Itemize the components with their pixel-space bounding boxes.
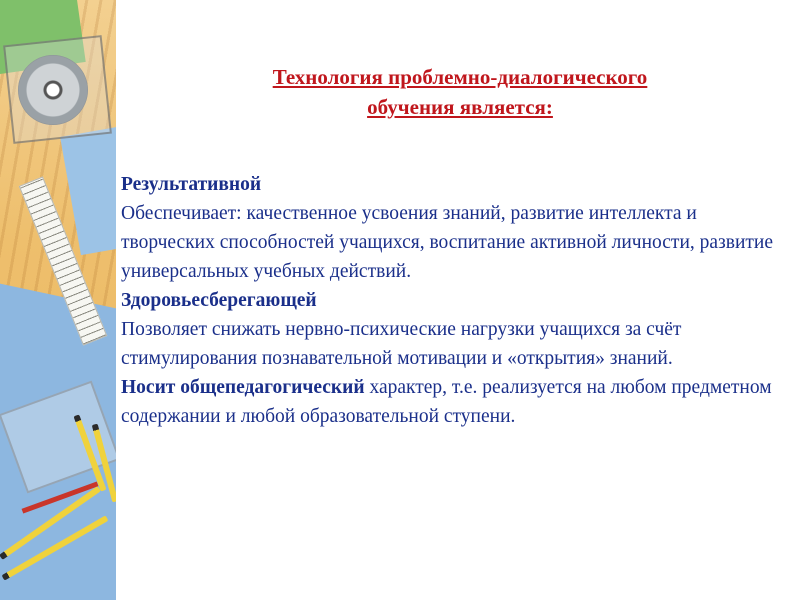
- closing-bold: Носит общепедагогический: [121, 377, 365, 398]
- section-heading: Результативной: [121, 174, 262, 195]
- title-line-2: обучения является:: [367, 95, 553, 119]
- cd-disk-icon: [18, 55, 88, 125]
- closing-rest: характер, т.е. реализуется на любом предметном содержании и любой образовательной ступени.: [121, 377, 772, 427]
- closing-paragraph: [121, 373, 791, 431]
- section-text: Позволяет снижать нервно-психические нагрузки учащихся за счёт стимулирования познавательной мотивации и «открытия» знаний.: [121, 319, 682, 369]
- slide-title: [125, 62, 795, 122]
- section-text: Обеспечивает: качественное усвоения знаний, развитие интеллекта и творческих способностей учащихся, воспитание активной личности, развитие универсальных учебных действий.: [121, 203, 773, 282]
- slide-body: [121, 170, 791, 431]
- decorative-desk-image: [0, 0, 116, 600]
- title-line-1: Технология проблемно-диалогического: [272, 65, 648, 89]
- section-heading: Здоровьесберегающей: [121, 290, 317, 311]
